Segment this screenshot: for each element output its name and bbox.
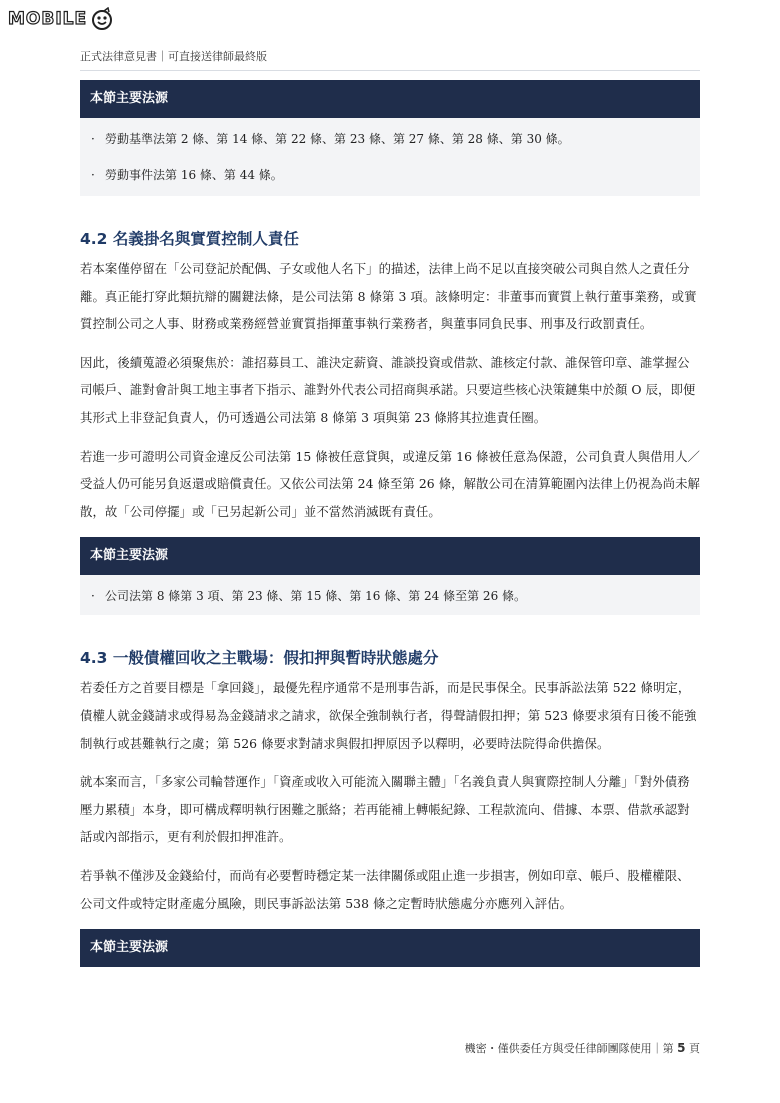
legal-source-item: · 勞動事件法第 16 條、第 44 條。: [80, 160, 700, 190]
footer-text: 機密・僅供委任方與受任律師團隊使用｜第: [464, 1042, 674, 1055]
section-heading-4-3: 4.3 一般債權回收之主戰場：假扣押與暫時狀態處分: [80, 649, 439, 668]
legal-source-item: · 勞動基準法第 2 條、第 14 條、第 22 條、第 23 條、第 27 條、第 28 條、第 30 條。: [80, 124, 700, 154]
legal-sources-box: [80, 537, 700, 615]
paragraph: 若進一步可證明公司資金違反公司法第 15 條被任意貸與，或違反第 16 條被任意為保證，公司負責人與借用人／受益人仍可能另負返還或賠償責任。又依公司法第 24 條至第 26 條，解散公司在清算範圍內法律上仍視為尚未解散，故「公司停擺」或「已另起新公司」並不當然消滅既有責任。: [80, 448, 700, 519]
paragraph: 若爭執不僅涉及金錢給付，而尚有必要暫時穩定某一法律關係或阻止進一步損害，例如印章、帳戶、股權權限、公司文件或特定財產處分風險，則民事訴訟法第 538 條之定暫時狀態處分亦應列入評估。: [80, 867, 690, 911]
legal-sources-box: [80, 929, 700, 967]
section-heading-4-2: 4.2 名義掛名與實質控制人責任: [80, 230, 299, 248]
legal-sources-box: [80, 80, 700, 196]
paragraph: 因此，後續蒐證必須聚焦於：誰招募員工、誰決定薪資、誰談投資或借款、誰核定付款、誰保管印章、誰掌握公司帳戶、誰對會計與工地主事者下指示、誰對外代表公司招商與承諾。只要這些核心決策鏈集中於顏 O 辰，即便其形式上非登記負責人，仍可透過公司法第 8 條第 3 項與第 23 條將其拉進責任圈。: [80, 354, 696, 425]
footer-suffix: 頁: [689, 1042, 700, 1055]
legal-source-item: · 公司法第 8 條第 3 項、第 23 條、第 15 條、第 16 條、第 24 條至第 26 條。: [80, 581, 700, 611]
legal-sources-title: 本節主要法源: [80, 537, 700, 575]
page-content: [80, 80, 700, 967]
running-header: 正式法律意見書｜可直接送律師最終版: [80, 48, 700, 71]
smiley-logo-icon: [91, 7, 113, 31]
paragraph: 若本案僅停留在「公司登記於配偶、子女或他人名下」的描述，法律上尚不足以直接突破公司與自然人之責任分離。真正能打穿此類抗辯的關鍵法條，是公司法第 8 條第 3 項。該條明定：非董事而實質上執行董事業務，或實質控制公司之人事、財務或業務經營並實質指揮董事執行業務者，與董事同負民事、刑事及行政罰責任。: [80, 261, 697, 332]
paragraph: 若委任方之首要目標是「拿回錢」，最優先程序通常不是刑事告訴，而是民事保全。民事訴訟法第 522 條明定，債權人就金錢請求或得易為金錢請求之請求，欲保全強制執行者，得聲請假扣押；第 523 條要求須有日後不能強制執行或甚難執行之虞；第 526 條要求對請求與假扣押原因予以釋明，必要時法院得命供擔保。: [80, 680, 697, 751]
paragraph: 就本案而言，「多家公司輪替運作」「資產或收入可能流入關聯主體」「名義負責人與實際控制人分離」「對外債務壓力累積」本身，即可構成釋明執行困難之脈絡；若再能補上轉帳紀錄、工程款流向、借據、本票、借款承認對話或內部指示，更有利於假扣押准許。: [80, 774, 690, 845]
mobile01-watermark-logo: [8, 6, 113, 32]
page-number: 5: [677, 1041, 686, 1055]
legal-sources-list: [80, 118, 700, 196]
logo-text: MOBILE: [8, 8, 88, 29]
legal-sources-title: 本節主要法源: [80, 80, 700, 118]
legal-sources-title: 本節主要法源: [80, 929, 700, 967]
page-footer: [465, 1040, 700, 1056]
legal-sources-list: [80, 575, 700, 615]
